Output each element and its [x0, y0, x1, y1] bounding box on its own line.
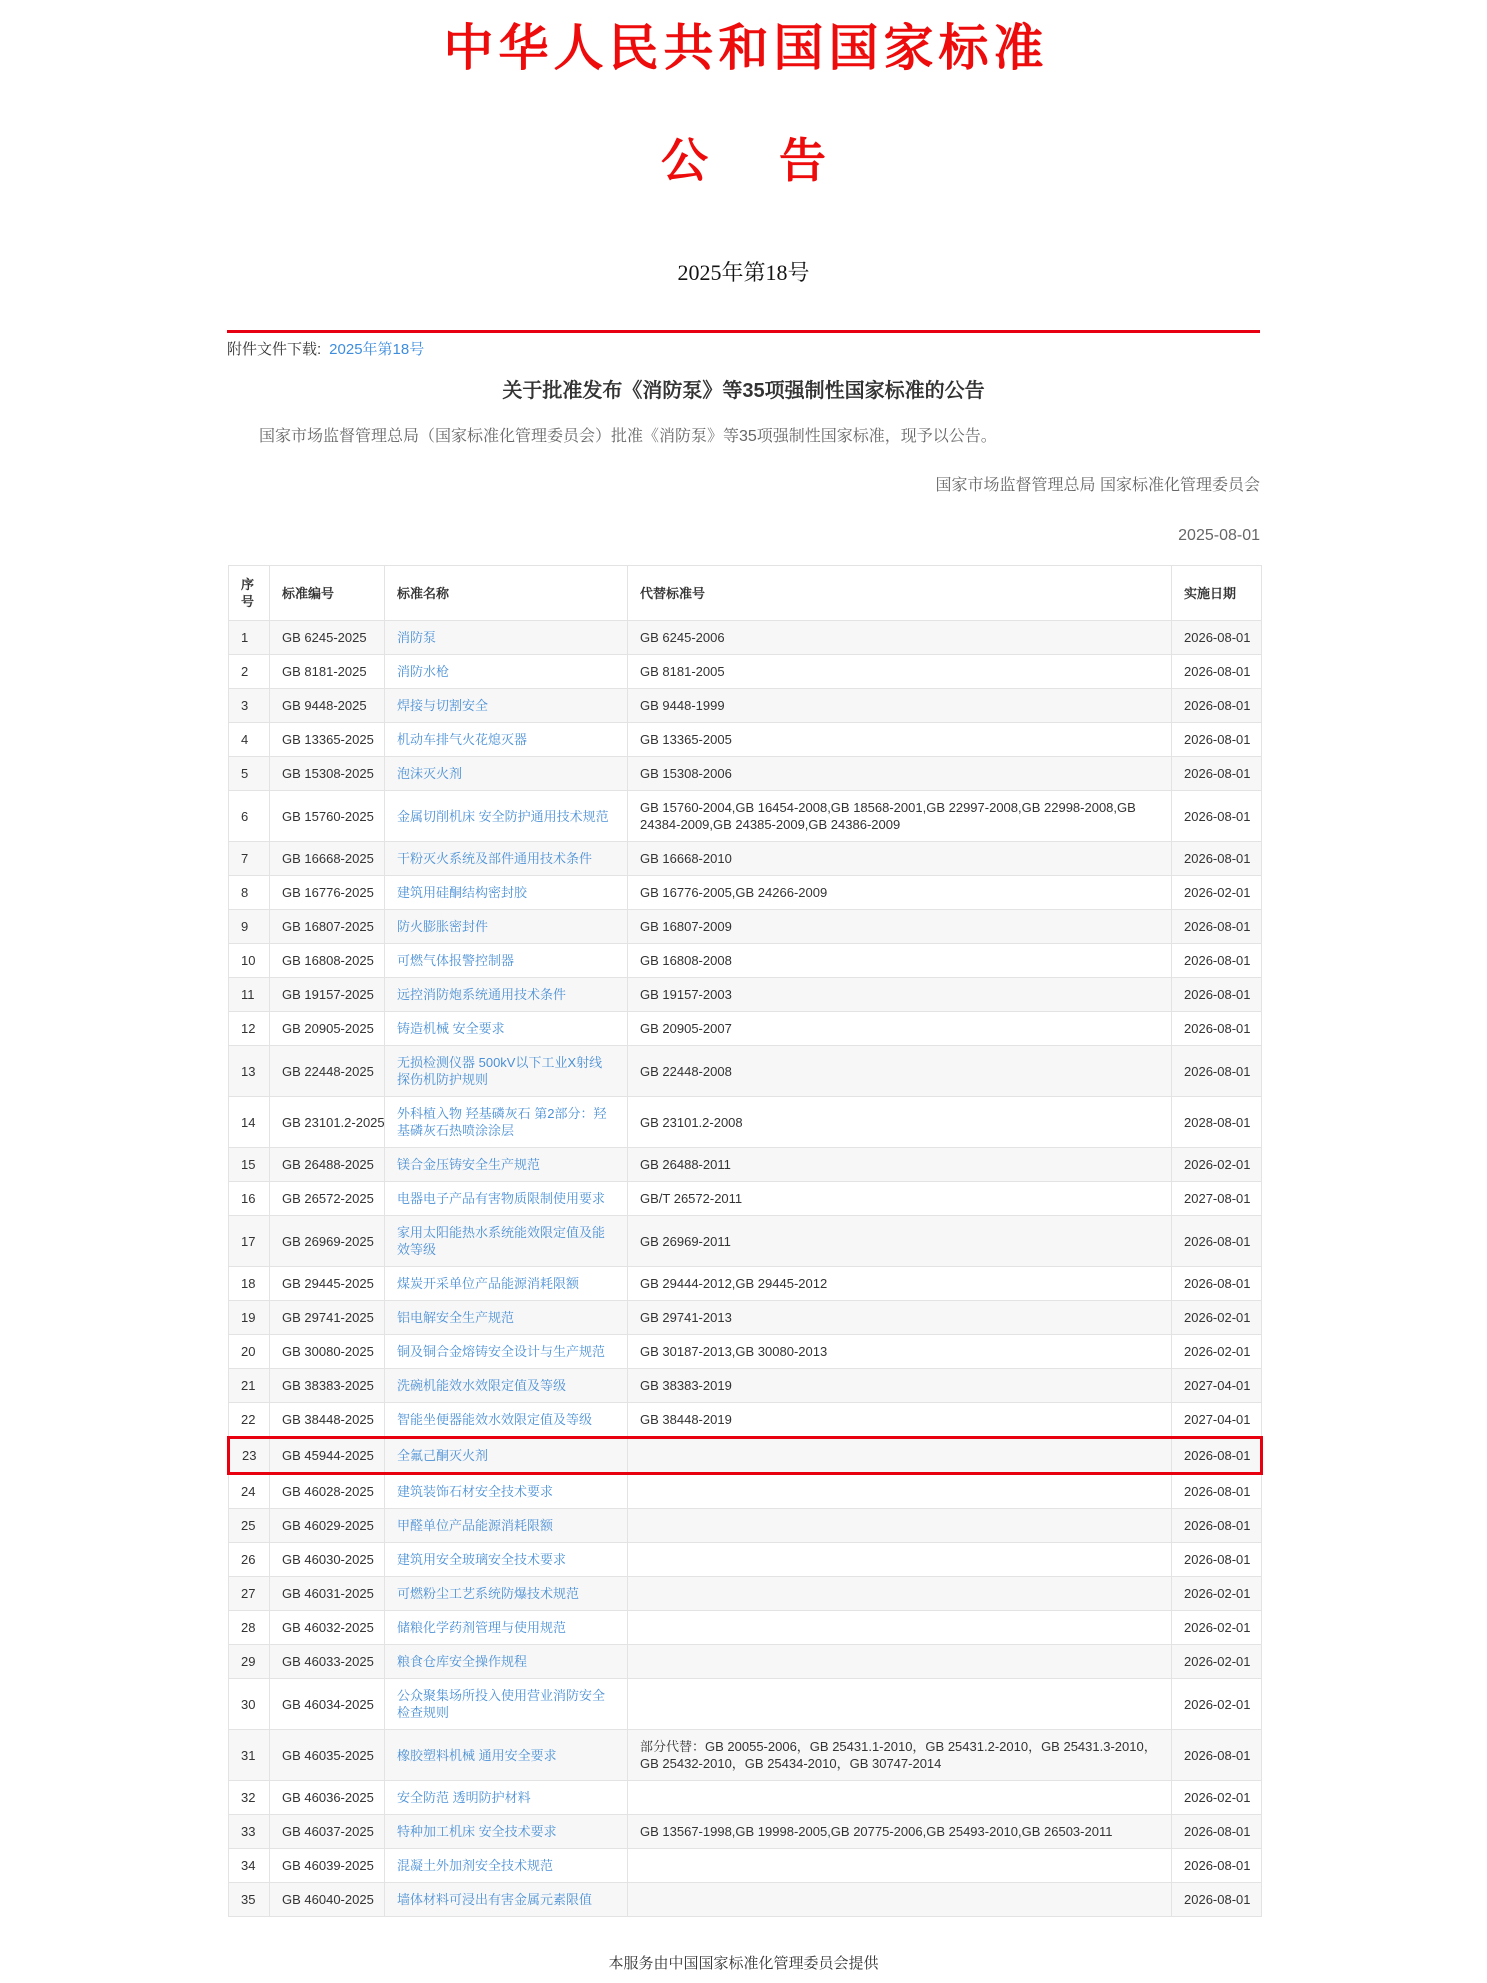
cell-standard-code: GB 16668-2025: [270, 842, 385, 876]
cell-standard-code: GB 23101.2-2025: [270, 1097, 385, 1148]
cell-standard-code: GB 46031-2025: [270, 1577, 385, 1611]
standard-name-link[interactable]: 混凝土外加剂安全技术规范: [397, 1858, 554, 1873]
standard-name-link[interactable]: 公众聚集场所投入使用营业消防安全检查规则: [397, 1688, 606, 1720]
cell-seq: 35: [229, 1883, 270, 1917]
table-row-31: [229, 1730, 1262, 1781]
standard-name-link[interactable]: 橡胶塑料机械 通用安全要求: [397, 1747, 557, 1763]
cell-seq: 19: [229, 1301, 270, 1335]
cell-standard-code: GB 8181-2025: [270, 655, 385, 689]
attachment-link[interactable]: 2025年第18号: [329, 341, 425, 358]
cell-standard-code: GB 30080-2025: [270, 1335, 385, 1369]
table-row-5: [229, 757, 1262, 791]
table-row-14: [229, 1097, 1262, 1148]
table-row-30: [229, 1679, 1262, 1730]
cell-replaced-standards: GB 13567-1998,GB 19998-2005,GB 20775-2006,GB 25493-2010,GB 26503-2011: [628, 1815, 1172, 1849]
cell-standard-name: [385, 1369, 628, 1403]
standard-name-link[interactable]: 铸造机械 安全要求: [397, 1021, 505, 1036]
cell-standard-name: [385, 1474, 628, 1509]
cell-standard-code: GB 46029-2025: [270, 1509, 385, 1543]
cell-seq: 1: [229, 621, 270, 655]
cell-implementation-date: 2026-02-01: [1172, 1577, 1262, 1611]
table-row-28: [229, 1611, 1262, 1645]
cell-replaced-standards: [628, 1577, 1172, 1611]
cell-standard-code: GB 6245-2025: [270, 621, 385, 655]
cell-seq: 6: [229, 791, 270, 842]
cell-implementation-date: 2026-08-01: [1172, 689, 1262, 723]
cell-replaced-standards: GB 16808-2008: [628, 944, 1172, 978]
page-title: 中华人民共和国国家标准: [443, 20, 1049, 76]
cell-implementation-date: 2026-02-01: [1172, 1611, 1262, 1645]
cell-seq: 4: [229, 723, 270, 757]
cell-standard-name: [385, 1046, 628, 1097]
cell-implementation-date: 2026-08-01: [1172, 978, 1262, 1012]
cell-standard-code: GB 26969-2025: [270, 1216, 385, 1267]
cell-implementation-date: 2026-08-01: [1172, 1046, 1262, 1097]
cell-implementation-date: 2026-08-01: [1172, 757, 1262, 791]
cell-standard-code: GB 46035-2025: [270, 1730, 385, 1781]
cell-seq: 14: [229, 1097, 270, 1148]
cell-standard-name: [385, 1012, 628, 1046]
cell-standard-code: GB 9448-2025: [270, 689, 385, 723]
cell-standard-name: [385, 1097, 628, 1148]
standard-name-link[interactable]: 电器电子产品有害物质限制使用要求: [397, 1191, 606, 1206]
standard-name-link[interactable]: 金属切削机床 安全防护通用技术规范: [397, 808, 609, 824]
cell-implementation-date: 2026-08-01: [1172, 1883, 1262, 1917]
cell-implementation-date: 2027-08-01: [1172, 1182, 1262, 1216]
cell-standard-code: GB 13365-2025: [270, 723, 385, 757]
table-row-21: [229, 1369, 1262, 1403]
cell-replaced-standards: GB 16668-2010: [628, 842, 1172, 876]
column-header-1: 标准编号: [270, 566, 385, 621]
cell-implementation-date: 2026-08-01: [1172, 1012, 1262, 1046]
standard-name-link[interactable]: 泡沫灭火剂: [397, 766, 463, 781]
standard-name-link[interactable]: 建筑用硅酮结构密封胶: [397, 885, 528, 900]
cell-implementation-date: 2026-02-01: [1172, 1645, 1262, 1679]
cell-seq: 29: [229, 1645, 270, 1679]
cell-standard-code: GB 38448-2025: [270, 1403, 385, 1438]
cell-implementation-date: 2026-02-01: [1172, 876, 1262, 910]
cell-seq: 26: [229, 1543, 270, 1577]
cell-standard-name: [385, 1148, 628, 1182]
cell-standard-code: GB 22448-2025: [270, 1046, 385, 1097]
cell-replaced-standards: [628, 1781, 1172, 1815]
cell-implementation-date: 2026-08-01: [1172, 655, 1262, 689]
cell-standard-name: [385, 1577, 628, 1611]
issue-number: 2025年第18号: [677, 260, 810, 285]
cell-implementation-date: 2026-08-01: [1172, 1815, 1262, 1849]
document-title: 关于批准发布《消防泵》等35项强制性国家标准的公告: [502, 380, 985, 402]
standard-name-link[interactable]: 外科植入物 羟基磷灰石 第2部分：羟基磷灰石热喷涂涂层: [397, 1106, 607, 1138]
table-row-32: [229, 1781, 1262, 1815]
cell-standard-name: [385, 944, 628, 978]
cell-standard-code: GB 20905-2025: [270, 1012, 385, 1046]
table-row-34: [229, 1849, 1262, 1883]
table-row-7: [229, 842, 1262, 876]
table-row-17: [229, 1216, 1262, 1267]
cell-standard-code: GB 45944-2025: [270, 1438, 385, 1474]
table-row-15: [229, 1148, 1262, 1182]
cell-replaced-standards: [628, 1645, 1172, 1679]
table-row-24: [229, 1474, 1262, 1509]
cell-standard-code: GB 46040-2025: [270, 1883, 385, 1917]
cell-seq: 28: [229, 1611, 270, 1645]
standard-name-link[interactable]: 全氟己酮灭火剂: [397, 1448, 489, 1463]
cell-implementation-date: 2027-04-01: [1172, 1369, 1262, 1403]
cell-replaced-standards: GB/T 26572-2011: [628, 1182, 1172, 1216]
cell-implementation-date: 2028-08-01: [1172, 1097, 1262, 1148]
standard-name-link[interactable]: 干粉灭火系统及部件通用技术条件: [397, 851, 593, 866]
cell-standard-name: [385, 1182, 628, 1216]
standard-name-link[interactable]: 墙体材料可浸出有害金属元素限值: [397, 1892, 593, 1907]
standard-name-link[interactable]: 可燃粉尘工艺系统防爆技术规范: [397, 1586, 580, 1601]
cell-standard-name: [385, 757, 628, 791]
cell-replaced-standards: 部分代替：GB 20055-2006，GB 25431.1-2010，GB 25431.2-2010，GB 25431.3-2010，GB 25432-2010，GB 25434-2010，GB 30747-2014: [628, 1730, 1172, 1781]
cell-implementation-date: 2026-02-01: [1172, 1335, 1262, 1369]
column-header-4: 实施日期: [1172, 566, 1262, 621]
table-row-13: [229, 1046, 1262, 1097]
cell-replaced-standards: GB 6245-2006: [628, 621, 1172, 655]
cell-implementation-date: 2026-08-01: [1172, 1267, 1262, 1301]
cell-replaced-standards: GB 15308-2006: [628, 757, 1172, 791]
standard-name-link[interactable]: 煤炭开采单位产品能源消耗限额: [397, 1276, 580, 1291]
standard-name-link[interactable]: 建筑装饰石材安全技术要求: [397, 1484, 554, 1499]
cell-standard-name: [385, 1645, 628, 1679]
standard-name-link[interactable]: 特种加工机床 安全技术要求: [397, 1824, 557, 1839]
cell-standard-code: GB 26572-2025: [270, 1182, 385, 1216]
cell-seq: 32: [229, 1781, 270, 1815]
cell-implementation-date: 2026-08-01: [1172, 1474, 1262, 1509]
cell-standard-code: GB 46033-2025: [270, 1645, 385, 1679]
cell-seq: 13: [229, 1046, 270, 1097]
table-row-3: [229, 689, 1262, 723]
cell-standard-name: [385, 1438, 628, 1474]
table-row-27: [229, 1577, 1262, 1611]
cell-replaced-standards: [628, 1849, 1172, 1883]
cell-seq: 33: [229, 1815, 270, 1849]
cell-implementation-date: 2026-08-01: [1172, 842, 1262, 876]
cell-standard-code: GB 38383-2025: [270, 1369, 385, 1403]
cell-seq: 5: [229, 757, 270, 791]
standard-name-link[interactable]: 无损检测仪器 500kV以下工业X射线探伤机防护规则: [397, 1055, 603, 1087]
footer-note: 本服务由中国国家标准化管理委员会提供: [608, 1955, 879, 1972]
table-row-12: [229, 1012, 1262, 1046]
cell-seq: 18: [229, 1267, 270, 1301]
red-divider: [227, 330, 1260, 333]
issuing-authority: 国家市场监督管理总局 国家标准化管理委员会: [935, 477, 1260, 494]
cell-seq: 22: [229, 1403, 270, 1438]
cell-standard-name: [385, 689, 628, 723]
table-row-1: [229, 621, 1262, 655]
cell-standard-code: GB 46034-2025: [270, 1679, 385, 1730]
cell-implementation-date: 2026-02-01: [1172, 1148, 1262, 1182]
cell-standard-name: [385, 1883, 628, 1917]
cell-replaced-standards: GB 26488-2011: [628, 1148, 1172, 1182]
attachment-label: 附件文件下载:: [227, 341, 322, 358]
cell-standard-name: [385, 1267, 628, 1301]
cell-seq: 11: [229, 978, 270, 1012]
cell-replaced-standards: GB 29444-2012,GB 29445-2012: [628, 1267, 1172, 1301]
standard-name-link[interactable]: 镁合金压铸安全生产规范: [397, 1157, 541, 1172]
cell-seq: 15: [229, 1148, 270, 1182]
cell-implementation-date: 2026-08-01: [1172, 723, 1262, 757]
cell-standard-code: GB 46039-2025: [270, 1849, 385, 1883]
table-row-10: [229, 944, 1262, 978]
cell-standard-code: GB 19157-2025: [270, 978, 385, 1012]
standard-name-link[interactable]: 建筑用安全玻璃安全技术要求: [397, 1552, 567, 1567]
cell-standard-code: GB 16776-2025: [270, 876, 385, 910]
standard-name-link[interactable]: 洗碗机能效水效限定值及等级: [397, 1378, 567, 1393]
cell-seq: 27: [229, 1577, 270, 1611]
cell-standard-code: GB 16807-2025: [270, 910, 385, 944]
cell-seq: 25: [229, 1509, 270, 1543]
table-row-26: [229, 1543, 1262, 1577]
column-header-3: 代替标准号: [628, 566, 1172, 621]
cell-implementation-date: 2026-02-01: [1172, 1679, 1262, 1730]
cell-replaced-standards: [628, 1883, 1172, 1917]
standard-name-link[interactable]: 焊接与切割安全: [397, 698, 489, 713]
cell-standard-name: [385, 621, 628, 655]
cell-seq: 3: [229, 689, 270, 723]
cell-replaced-standards: GB 16776-2005,GB 24266-2009: [628, 876, 1172, 910]
cell-standard-name: [385, 1781, 628, 1815]
cell-standard-code: GB 15760-2025: [270, 791, 385, 842]
table-row-18: [229, 1267, 1262, 1301]
cell-standard-code: GB 46037-2025: [270, 1815, 385, 1849]
cell-seq: 2: [229, 655, 270, 689]
cell-standard-name: [385, 1301, 628, 1335]
cell-seq: 34: [229, 1849, 270, 1883]
announcement-heading: 公 告: [661, 136, 838, 188]
cell-implementation-date: 2026-08-01: [1172, 944, 1262, 978]
standards-table: [227, 565, 1263, 1917]
cell-replaced-standards: [628, 1438, 1172, 1474]
cell-seq: 20: [229, 1335, 270, 1369]
cell-standard-code: GB 46032-2025: [270, 1611, 385, 1645]
cell-standard-name: [385, 1730, 628, 1781]
cell-replaced-standards: GB 16807-2009: [628, 910, 1172, 944]
standard-name-link[interactable]: 家用太阳能热水系统能效限定值及能效等级: [397, 1225, 606, 1257]
cell-standard-name: [385, 655, 628, 689]
cell-standard-name: [385, 842, 628, 876]
table-header-row: [229, 566, 1262, 621]
cell-seq: 30: [229, 1679, 270, 1730]
cell-implementation-date: 2026-08-01: [1172, 1543, 1262, 1577]
standard-name-link[interactable]: 消防水枪: [397, 664, 450, 679]
table-row-20: [229, 1335, 1262, 1369]
cell-standard-code: GB 26488-2025: [270, 1148, 385, 1182]
cell-implementation-date: 2026-08-01: [1172, 1849, 1262, 1883]
cell-replaced-standards: [628, 1509, 1172, 1543]
table-row-25: [229, 1509, 1262, 1543]
cell-standard-code: GB 29445-2025: [270, 1267, 385, 1301]
cell-implementation-date: 2026-08-01: [1172, 1730, 1262, 1781]
cell-replaced-standards: GB 22448-2008: [628, 1046, 1172, 1097]
cell-replaced-standards: GB 23101.2-2008: [628, 1097, 1172, 1148]
cell-seq: 31: [229, 1730, 270, 1781]
cell-seq: 10: [229, 944, 270, 978]
cell-standard-name: [385, 723, 628, 757]
cell-implementation-date: 2026-08-01: [1172, 1438, 1262, 1474]
standard-name-link[interactable]: 机动车排气火花熄灭器: [397, 732, 528, 747]
cell-implementation-date: 2026-08-01: [1172, 621, 1262, 655]
cell-implementation-date: 2026-02-01: [1172, 1301, 1262, 1335]
cell-replaced-standards: GB 29741-2013: [628, 1301, 1172, 1335]
cell-seq: 8: [229, 876, 270, 910]
cell-replaced-standards: [628, 1611, 1172, 1645]
cell-standard-name: [385, 1509, 628, 1543]
cell-seq: 9: [229, 910, 270, 944]
cell-replaced-standards: GB 13365-2005: [628, 723, 1172, 757]
cell-replaced-standards: GB 26969-2011: [628, 1216, 1172, 1267]
document-body: 国家市场监督管理总局（国家标准化管理委员会）批准《消防泵》等35项强制性国家标准，现予以公告。: [259, 428, 997, 445]
table-row-2: [229, 655, 1262, 689]
cell-seq: 7: [229, 842, 270, 876]
cell-standard-name: [385, 978, 628, 1012]
cell-standard-name: [385, 1335, 628, 1369]
table-row-33: [229, 1815, 1262, 1849]
cell-standard-name: [385, 910, 628, 944]
standard-name-link[interactable]: 铜及铜合金熔铸安全设计与生产规范: [397, 1344, 606, 1359]
cell-implementation-date: 2026-08-01: [1172, 1509, 1262, 1543]
cell-replaced-standards: GB 38383-2019: [628, 1369, 1172, 1403]
cell-seq: 24: [229, 1474, 270, 1509]
publish-date: 2025-08-01: [1178, 527, 1260, 544]
table-row-35: [229, 1883, 1262, 1917]
cell-implementation-date: 2026-08-01: [1172, 910, 1262, 944]
cell-seq: 16: [229, 1182, 270, 1216]
content-area: [227, 330, 1260, 1975]
column-header-2: 标准名称: [385, 566, 628, 621]
standard-name-link[interactable]: 甲醛单位产品能源消耗限额: [397, 1518, 554, 1533]
standard-name-link[interactable]: 可燃气体报警控制器: [397, 953, 515, 968]
cell-standard-name: [385, 1403, 628, 1438]
cell-standard-name: [385, 1815, 628, 1849]
cell-standard-code: GB 16808-2025: [270, 944, 385, 978]
cell-seq: 21: [229, 1369, 270, 1403]
cell-standard-code: GB 46030-2025: [270, 1543, 385, 1577]
column-header-0: 序号: [229, 566, 270, 621]
standard-name-link[interactable]: 粮食仓库安全操作规程: [397, 1654, 528, 1669]
standard-name-link[interactable]: 智能坐便器能效水效限定值及等级: [397, 1412, 593, 1427]
cell-replaced-standards: [628, 1474, 1172, 1509]
table-row-4: [229, 723, 1262, 757]
cell-replaced-standards: GB 15760-2004,GB 16454-2008,GB 18568-2001,GB 22997-2008,GB 22998-2008,GB 24384-2009,GB 24385-2009,GB 24386-2009: [628, 791, 1172, 842]
cell-seq: 17: [229, 1216, 270, 1267]
attachment-row: [227, 339, 1260, 361]
standard-name-link[interactable]: 安全防范 透明防护材料: [397, 1790, 531, 1805]
cell-replaced-standards: GB 9448-1999: [628, 689, 1172, 723]
cell-implementation-date: 2026-02-01: [1172, 1781, 1262, 1815]
cell-replaced-standards: GB 30187-2013,GB 30080-2013: [628, 1335, 1172, 1369]
standard-name-link[interactable]: 远控消防炮系统通用技术条件: [397, 987, 567, 1002]
cell-replaced-standards: GB 8181-2005: [628, 655, 1172, 689]
standard-name-link[interactable]: 储粮化学药剂管理与使用规范: [397, 1620, 567, 1635]
cell-seq: 23: [229, 1438, 270, 1474]
table-row-22: [229, 1403, 1262, 1438]
cell-seq: 12: [229, 1012, 270, 1046]
cell-standard-name: [385, 1216, 628, 1267]
cell-standard-name: [385, 1849, 628, 1883]
standard-name-link[interactable]: 消防泵: [397, 630, 437, 645]
table-row-29: [229, 1645, 1262, 1679]
standard-name-link[interactable]: 铝电解安全生产规范: [397, 1310, 515, 1325]
cell-replaced-standards: GB 38448-2019: [628, 1403, 1172, 1438]
cell-implementation-date: 2027-04-01: [1172, 1403, 1262, 1438]
table-row-8: [229, 876, 1262, 910]
cell-standard-code: GB 46036-2025: [270, 1781, 385, 1815]
table-row-19: [229, 1301, 1262, 1335]
cell-standard-code: GB 29741-2025: [270, 1301, 385, 1335]
table-row-6: [229, 791, 1262, 842]
cell-replaced-standards: [628, 1543, 1172, 1577]
standard-name-link[interactable]: 防火膨胀密封件: [397, 919, 489, 934]
cell-replaced-standards: GB 20905-2007: [628, 1012, 1172, 1046]
table-row-16: [229, 1182, 1262, 1216]
cell-implementation-date: 2026-08-01: [1172, 1216, 1262, 1267]
cell-replaced-standards: [628, 1679, 1172, 1730]
cell-standard-code: GB 15308-2025: [270, 757, 385, 791]
cell-implementation-date: 2026-08-01: [1172, 791, 1262, 842]
cell-standard-name: [385, 1611, 628, 1645]
cell-standard-name: [385, 876, 628, 910]
cell-replaced-standards: GB 19157-2003: [628, 978, 1172, 1012]
cell-standard-name: [385, 1679, 628, 1730]
table-row-23: [229, 1438, 1262, 1474]
cell-standard-code: GB 46028-2025: [270, 1474, 385, 1509]
cell-standard-name: [385, 791, 628, 842]
table-row-11: [229, 978, 1262, 1012]
table-row-9: [229, 910, 1262, 944]
cell-standard-name: [385, 1543, 628, 1577]
